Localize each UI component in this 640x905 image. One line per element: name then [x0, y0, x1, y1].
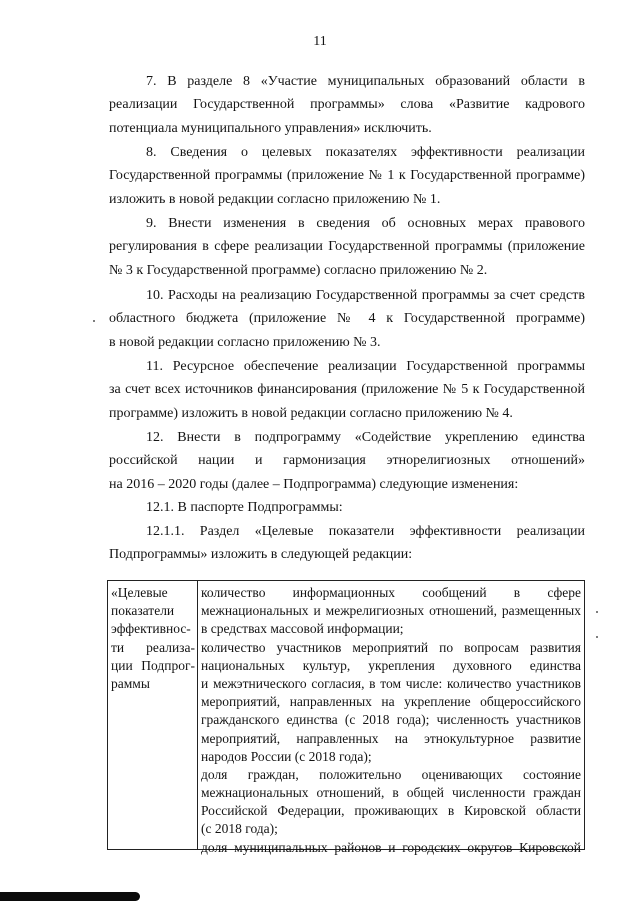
text-line: 9. Внести изменения в сведения об основных мерах правового — [146, 216, 585, 231]
table-text-line: мероприятий, направленных на укрепление общероссийского — [201, 694, 581, 710]
text-line: потенциала муниципального управления» исключить. — [109, 120, 432, 136]
text-line: на 2016 – 2020 годы (далее – Подпрограмма) следующие изменения: — [109, 476, 519, 492]
page-number: 11 — [313, 34, 327, 49]
paragraph — [109, 355, 585, 425]
table-text-line: «Целевые — [111, 585, 168, 600]
paragraph — [109, 70, 585, 140]
table-column-divider — [197, 581, 198, 849]
text-line: за счет всех источников финансирования (приложение № 5 к Государственной — [109, 382, 585, 398]
table-text-line: количество информационных сообщений в сфере — [201, 585, 581, 600]
text-line: 12. Внести в подпрограмму «Содействие укреплению единства — [146, 430, 585, 445]
scan-edge-mark — [0, 892, 140, 901]
paragraph — [109, 496, 585, 519]
table-text-line: межнациональных и межрелигиозных отношений, размещенных — [201, 603, 581, 619]
table-text-line: количество участников мероприятий по вопросам развития — [201, 639, 581, 655]
table-text-line: в средствах массовой информации; — [201, 621, 404, 637]
paragraph — [109, 426, 585, 496]
text-line: 8. Сведения о целевых показателях эффективности реализации — [146, 145, 585, 160]
text-line: 7. В разделе 8 «Участие муниципальных образований области в — [146, 74, 585, 89]
table-text-line: раммы — [111, 675, 150, 691]
text-line: областного бюджета (приложение № 4 к Государственной программе) — [109, 311, 585, 327]
scan-speck — [596, 636, 598, 638]
table-text-line: мероприятий, направленных на этнокультурное развитие — [201, 730, 581, 746]
table-label-cell — [111, 584, 195, 693]
text-line: № 3 к Государственной программе) согласно приложению № 2. — [109, 262, 488, 278]
text-line: 12.1.1. Раздел «Целевые показатели эффективности реализации — [146, 524, 585, 539]
text-line: Государственной программы (приложение № 1 к Государственной программе) — [109, 168, 585, 184]
table-value-cell — [201, 584, 581, 857]
table-text-line: и межэтнического согласия, в том числе: количество участников — [201, 675, 581, 691]
table-text-line: Российской Федерации, проживающих в Кировской области — [201, 803, 581, 819]
table-text-line: национальных культур, укрепления духовного единства — [201, 657, 581, 673]
text-line: программе) изложить в новой редакции согласно приложению № 4. — [109, 405, 513, 421]
table-text-line: доля муниципальных районов и городских округов Кировской — [201, 839, 581, 855]
table-text-line: народов России (с 2018 года); — [201, 748, 372, 764]
text-line: Подпрограммы» изложить в следующей редакции: — [109, 547, 413, 563]
paragraph — [109, 141, 585, 211]
text-line: регулирования в сфере реализации Государственной программы (приложение — [109, 239, 585, 255]
text-line: 11. Ресурсное обеспечение реализации Государственной программы — [146, 359, 585, 374]
paragraph — [109, 284, 585, 354]
paragraph — [109, 520, 585, 567]
table-text-line: межнациональных отношений, в общей численности граждан — [201, 785, 581, 801]
table-text-line: ти реализа- — [111, 639, 195, 655]
table-text-line: гражданского единства (с 2018 года); численность участников — [201, 712, 581, 728]
table-text-line: доля граждан, положительно оценивающих состояние — [201, 766, 581, 782]
text-line: 12.1. В паспорте Подпрограммы: — [146, 500, 343, 515]
table-text-line: ции Подпрог- — [111, 657, 195, 673]
table-text-line: (с 2018 года); — [201, 821, 278, 837]
scan-speck — [596, 611, 598, 613]
text-line: изложить в новой редакции согласно приложению № 1. — [109, 191, 441, 207]
text-line: в новой редакции согласно приложению № 3. — [109, 334, 381, 350]
table-text-line: эффективнос- — [111, 621, 191, 637]
text-line: реализации Государственной программы» слова «Развитие кадрового — [109, 97, 585, 113]
text-line: 10. Расходы на реализацию Государственной программы за счет средств — [146, 288, 585, 303]
table-text-line: показатели — [111, 603, 175, 619]
indicators-table — [107, 580, 585, 855]
paragraph — [109, 212, 585, 282]
text-line: российской нации и гармонизация этнорелигиозных отношений» — [109, 453, 585, 469]
scan-speck — [93, 320, 95, 322]
